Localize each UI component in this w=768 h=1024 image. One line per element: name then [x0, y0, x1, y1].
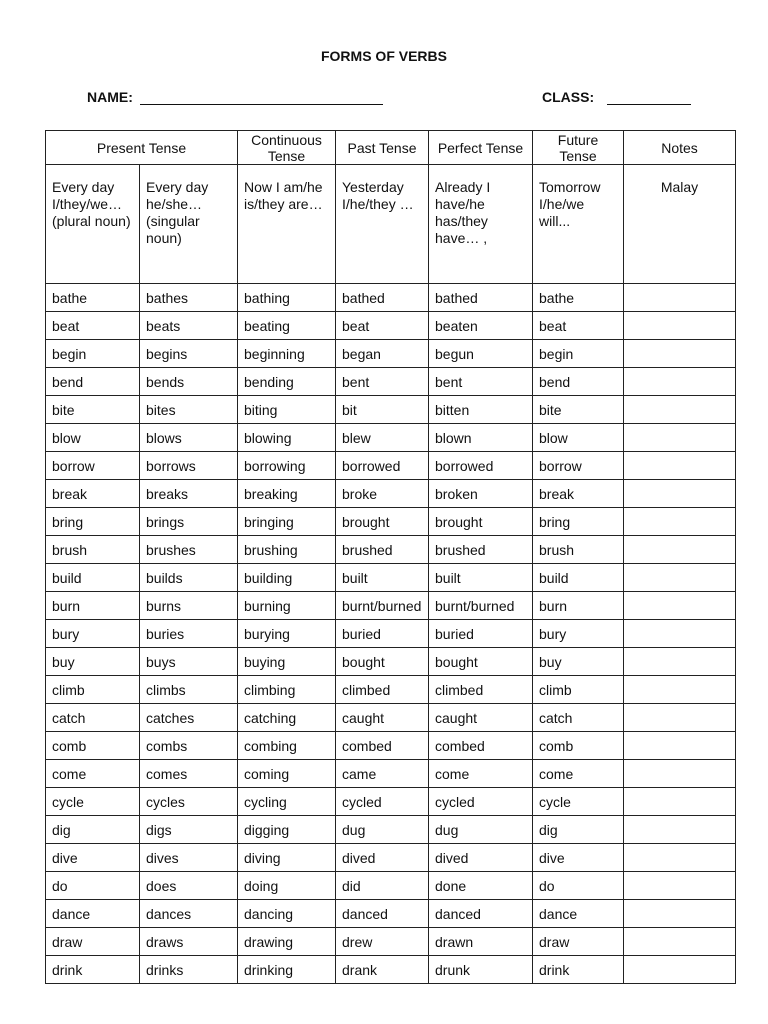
table-row [46, 620, 736, 648]
cell-future: do [533, 872, 624, 900]
cell-perfect: drunk [429, 956, 533, 984]
cell-future: comb [533, 732, 624, 760]
subheader-future: Tomorrow I/he/we will... [533, 165, 624, 284]
cell-plural: come [46, 760, 140, 788]
table-row [46, 592, 736, 620]
cell-future: buy [533, 648, 624, 676]
cell-continuous: catching [238, 704, 336, 732]
cell-past: bathed [336, 284, 429, 312]
cell-notes [624, 340, 736, 368]
cell-singular: combs [140, 732, 238, 760]
header-present-tense: Present Tense [46, 131, 238, 165]
cell-future: build [533, 564, 624, 592]
cell-future: dig [533, 816, 624, 844]
cell-notes [624, 788, 736, 816]
table-row [46, 704, 736, 732]
cell-future: climb [533, 676, 624, 704]
cell-plural: burn [46, 592, 140, 620]
cell-plural: bring [46, 508, 140, 536]
cell-continuous: breaking [238, 480, 336, 508]
cell-future: brush [533, 536, 624, 564]
cell-singular: breaks [140, 480, 238, 508]
cell-future: bring [533, 508, 624, 536]
cell-notes [624, 900, 736, 928]
cell-future: draw [533, 928, 624, 956]
cell-perfect: climbed [429, 676, 533, 704]
cell-future: come [533, 760, 624, 788]
cell-continuous: diving [238, 844, 336, 872]
cell-singular: catches [140, 704, 238, 732]
cell-plural: build [46, 564, 140, 592]
cell-past: beat [336, 312, 429, 340]
cell-plural: beat [46, 312, 140, 340]
cell-future: break [533, 480, 624, 508]
cell-perfect: built [429, 564, 533, 592]
table-row [46, 536, 736, 564]
table-row [46, 340, 736, 368]
cell-singular: digs [140, 816, 238, 844]
table-row [46, 508, 736, 536]
cell-singular: borrows [140, 452, 238, 480]
cell-plural: begin [46, 340, 140, 368]
cell-plural: dance [46, 900, 140, 928]
header-past-tense: Past Tense [336, 131, 429, 165]
subheader-past: Yesterday I/he/they … [336, 165, 429, 284]
cell-notes [624, 928, 736, 956]
cell-continuous: bringing [238, 508, 336, 536]
header-continuous-tense: Continuous Tense [238, 131, 336, 165]
cell-plural: do [46, 872, 140, 900]
cell-future: begin [533, 340, 624, 368]
subheader-notes: Malay [624, 165, 736, 284]
cell-singular: buys [140, 648, 238, 676]
cell-perfect: bent [429, 368, 533, 396]
cell-future: borrow [533, 452, 624, 480]
cell-singular: cycles [140, 788, 238, 816]
cell-past: dug [336, 816, 429, 844]
cell-past: blew [336, 424, 429, 452]
cell-past: broke [336, 480, 429, 508]
cell-past: bought [336, 648, 429, 676]
table-row [46, 900, 736, 928]
cell-plural: blow [46, 424, 140, 452]
cell-notes [624, 284, 736, 312]
cell-plural: break [46, 480, 140, 508]
table-row [46, 760, 736, 788]
cell-continuous: bending [238, 368, 336, 396]
cell-plural: drink [46, 956, 140, 984]
cell-past: caught [336, 704, 429, 732]
cell-plural: bend [46, 368, 140, 396]
cell-continuous: brushing [238, 536, 336, 564]
table-row [46, 816, 736, 844]
cell-perfect: danced [429, 900, 533, 928]
cell-notes [624, 396, 736, 424]
cell-continuous: drawing [238, 928, 336, 956]
cell-future: bite [533, 396, 624, 424]
table-row [46, 788, 736, 816]
header-perfect-tense: Perfect Tense [429, 131, 533, 165]
cell-notes [624, 648, 736, 676]
table-row [46, 676, 736, 704]
cell-continuous: beating [238, 312, 336, 340]
cell-singular: begins [140, 340, 238, 368]
cell-singular: blows [140, 424, 238, 452]
cell-singular: burns [140, 592, 238, 620]
cell-plural: brush [46, 536, 140, 564]
cell-past: began [336, 340, 429, 368]
cell-singular: dives [140, 844, 238, 872]
cell-singular: drinks [140, 956, 238, 984]
cell-past: brushed [336, 536, 429, 564]
subheader-continuous: Now I am/he is/they are… [238, 165, 336, 284]
cell-singular: brings [140, 508, 238, 536]
cell-past: buried [336, 620, 429, 648]
cell-past: did [336, 872, 429, 900]
cell-notes [624, 368, 736, 396]
cell-continuous: beginning [238, 340, 336, 368]
subheader-perfect: Already I have/he has/they have… , [429, 165, 533, 284]
cell-past: drank [336, 956, 429, 984]
table-row [46, 396, 736, 424]
cell-continuous: bathing [238, 284, 336, 312]
cell-past: bent [336, 368, 429, 396]
cell-past: bit [336, 396, 429, 424]
cell-plural: buy [46, 648, 140, 676]
cell-notes [624, 424, 736, 452]
cell-perfect: borrowed [429, 452, 533, 480]
cell-notes [624, 844, 736, 872]
table-row [46, 564, 736, 592]
verb-forms-table [45, 130, 736, 984]
cell-future: dance [533, 900, 624, 928]
table-row [46, 480, 736, 508]
cell-singular: bathes [140, 284, 238, 312]
cell-perfect: drawn [429, 928, 533, 956]
header-row [46, 131, 736, 165]
cell-perfect: burnt/burned [429, 592, 533, 620]
cell-past: burnt/burned [336, 592, 429, 620]
cell-continuous: biting [238, 396, 336, 424]
cell-singular: dances [140, 900, 238, 928]
cell-perfect: cycled [429, 788, 533, 816]
cell-plural: climb [46, 676, 140, 704]
table-row [46, 368, 736, 396]
class-blank-line [607, 104, 691, 105]
cell-singular: bites [140, 396, 238, 424]
cell-perfect: brushed [429, 536, 533, 564]
class-label: CLASS: [542, 89, 595, 105]
cell-plural: borrow [46, 452, 140, 480]
cell-continuous: drinking [238, 956, 336, 984]
cell-plural: draw [46, 928, 140, 956]
page-title: FORMS OF VERBS [320, 48, 447, 64]
cell-notes [624, 508, 736, 536]
cell-notes [624, 732, 736, 760]
cell-notes [624, 564, 736, 592]
cell-past: brought [336, 508, 429, 536]
cell-past: borrowed [336, 452, 429, 480]
cell-past: cycled [336, 788, 429, 816]
cell-perfect: bitten [429, 396, 533, 424]
cell-notes [624, 536, 736, 564]
cell-continuous: coming [238, 760, 336, 788]
cell-future: bathe [533, 284, 624, 312]
name-label: NAME: [87, 89, 133, 105]
table-row [46, 732, 736, 760]
cell-future: catch [533, 704, 624, 732]
cell-future: bury [533, 620, 624, 648]
cell-perfect: dug [429, 816, 533, 844]
cell-future: cycle [533, 788, 624, 816]
table-row [46, 872, 736, 900]
cell-notes [624, 704, 736, 732]
cell-notes [624, 452, 736, 480]
cell-plural: dive [46, 844, 140, 872]
cell-perfect: bought [429, 648, 533, 676]
cell-future: beat [533, 312, 624, 340]
cell-perfect: begun [429, 340, 533, 368]
cell-past: climbed [336, 676, 429, 704]
cell-continuous: burying [238, 620, 336, 648]
cell-singular: climbs [140, 676, 238, 704]
cell-singular: draws [140, 928, 238, 956]
cell-plural: dig [46, 816, 140, 844]
header-notes: Notes [624, 131, 736, 165]
cell-singular: beats [140, 312, 238, 340]
cell-notes [624, 620, 736, 648]
cell-past: dived [336, 844, 429, 872]
cell-notes [624, 816, 736, 844]
subheader-plural: Every day I/they/we… (plural noun) [46, 165, 140, 284]
cell-perfect: buried [429, 620, 533, 648]
cell-continuous: blowing [238, 424, 336, 452]
table-row [46, 844, 736, 872]
cell-notes [624, 760, 736, 788]
cell-continuous: borrowing [238, 452, 336, 480]
cell-plural: comb [46, 732, 140, 760]
cell-singular: builds [140, 564, 238, 592]
cell-continuous: cycling [238, 788, 336, 816]
subheader-row [46, 165, 736, 284]
cell-perfect: come [429, 760, 533, 788]
cell-future: drink [533, 956, 624, 984]
table-row [46, 648, 736, 676]
cell-past: came [336, 760, 429, 788]
cell-notes [624, 312, 736, 340]
cell-perfect: bathed [429, 284, 533, 312]
cell-past: danced [336, 900, 429, 928]
cell-future: blow [533, 424, 624, 452]
cell-continuous: buying [238, 648, 336, 676]
cell-perfect: blown [429, 424, 533, 452]
cell-singular: bends [140, 368, 238, 396]
cell-singular: does [140, 872, 238, 900]
cell-singular: comes [140, 760, 238, 788]
cell-plural: bathe [46, 284, 140, 312]
table-row [46, 424, 736, 452]
cell-plural: catch [46, 704, 140, 732]
cell-notes [624, 676, 736, 704]
cell-plural: bite [46, 396, 140, 424]
cell-continuous: climbing [238, 676, 336, 704]
cell-perfect: combed [429, 732, 533, 760]
cell-future: dive [533, 844, 624, 872]
cell-past: drew [336, 928, 429, 956]
cell-singular: brushes [140, 536, 238, 564]
cell-perfect: beaten [429, 312, 533, 340]
cell-notes [624, 872, 736, 900]
name-blank-line [140, 104, 383, 105]
cell-perfect: caught [429, 704, 533, 732]
table-row [46, 284, 736, 312]
cell-singular: buries [140, 620, 238, 648]
header-future-tense: Future Tense [533, 131, 624, 165]
cell-notes [624, 592, 736, 620]
cell-notes [624, 956, 736, 984]
cell-future: bend [533, 368, 624, 396]
cell-continuous: burning [238, 592, 336, 620]
cell-continuous: doing [238, 872, 336, 900]
cell-future: burn [533, 592, 624, 620]
cell-plural: cycle [46, 788, 140, 816]
cell-perfect: done [429, 872, 533, 900]
cell-past: built [336, 564, 429, 592]
table-row [46, 452, 736, 480]
cell-past: combed [336, 732, 429, 760]
cell-continuous: dancing [238, 900, 336, 928]
table-row [46, 956, 736, 984]
cell-perfect: brought [429, 508, 533, 536]
cell-perfect: dived [429, 844, 533, 872]
cell-notes [624, 480, 736, 508]
cell-perfect: broken [429, 480, 533, 508]
table-row [46, 928, 736, 956]
table-row [46, 312, 736, 340]
cell-continuous: building [238, 564, 336, 592]
cell-continuous: digging [238, 816, 336, 844]
cell-continuous: combing [238, 732, 336, 760]
cell-plural: bury [46, 620, 140, 648]
subheader-singular: Every day he/she… (singular noun) [140, 165, 238, 284]
